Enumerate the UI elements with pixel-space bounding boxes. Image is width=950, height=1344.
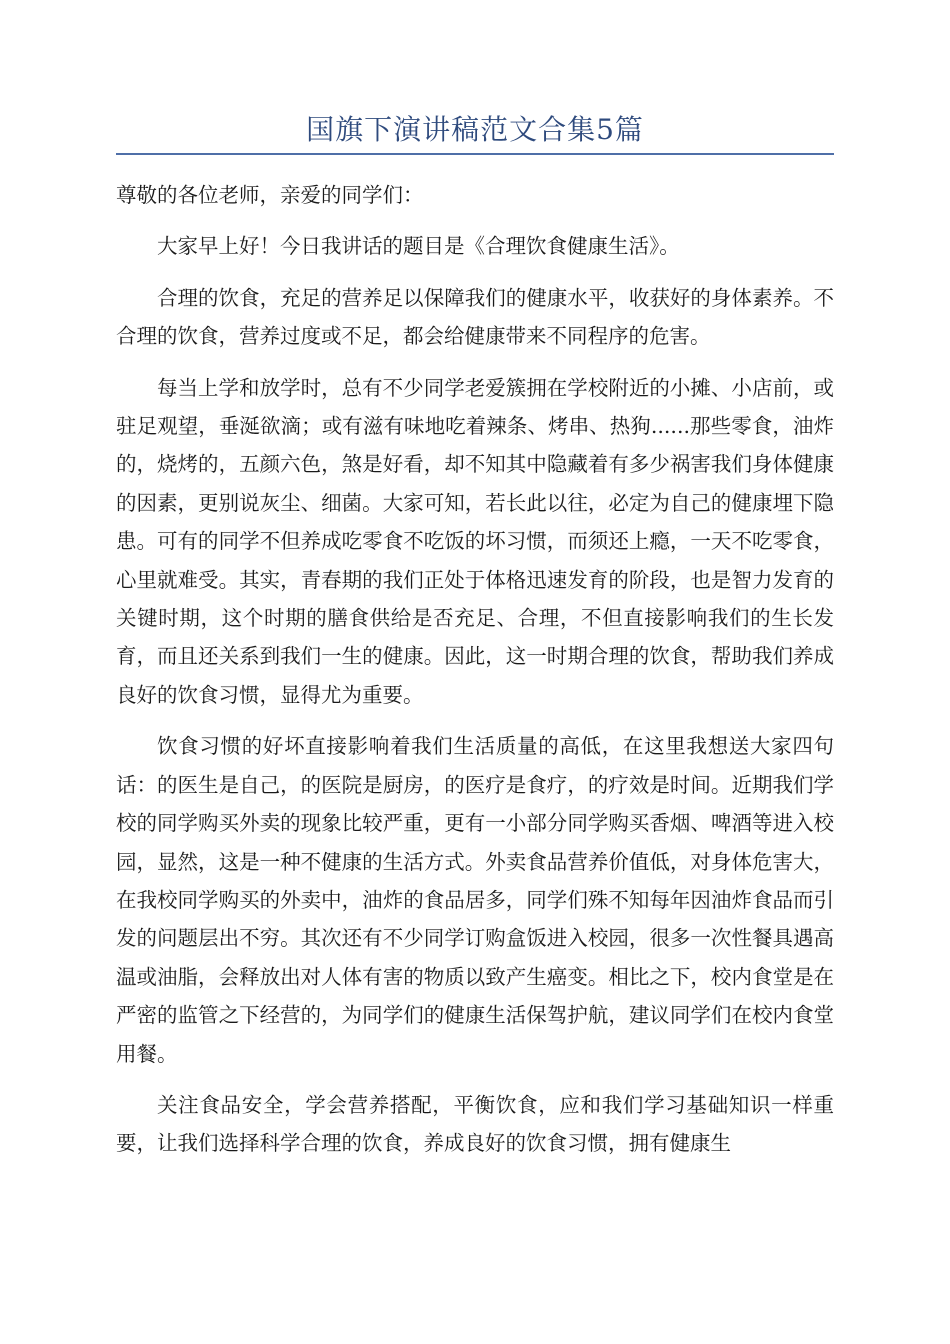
paragraph: 饮食习惯的好坏直接影响着我们生活质量的高低，在这里我想送大家四句话：的医生是自己，的医院是厨房，的医疗是食疗，的疗效是时间。近期我们学校的同学购买外卖的现象比较严重，更有一小部分同学购买香烟、啤酒等进入校园，显然，这是一种不健康的生活方式。外卖食品营养价值低，对身体危害大，在我校同学购买的外卖中，油炸的食品居多，同学们殊不知每年因油炸食品而引发的问题层出不穷。其次还有不少同学订购盒饭进入校园，很多一次性餐具遇高温或油脂，会释放出对人体有害的物质以致产生癌变。相比之下，校内食堂是在严密的监管之下经营的，为同学们的健康生活保驾护航，建议同学们在校内食堂用餐。 [116,734,834,1066]
salutation: 尊敬的各位老师，亲爱的同学们： [116,183,424,207]
title-underline [116,153,834,155]
paragraph: 关注食品安全，学会营养搭配，平衡饮食，应和我们学习基础知识一样重要，让我们选择科学合理的饮食，养成良好的饮食习惯，拥有健康生 [116,1092,834,1156]
paragraph: 合理的饮食，充足的营养足以保障我们的健康水平，收获好的身体素养。不合理的饮食，营养过度或不足，都会给健康带来不同程序的危害。 [116,285,834,349]
paragraph: 大家早上好！今日我讲话的题目是《合理饮食健康生活》。 [157,234,680,259]
document-title: 国旗下演讲稿范文合集5篇 [306,113,644,146]
document-body [116,176,834,1176]
paragraph: 每当上学和放学时，总有不少同学老爱簇拥在学校附近的小摊、小店前，或驻足观望，垂涎欲滴；或有滋有味地吃着辣条、烤串、热狗......那些零食，油炸的，烧烤的，五颜六色，煞是好看，却不知其中隐藏着有多少祸害我们身体健康的因素，更别说灰尘、细菌。大家可知，若长此以往，必定为自己的健康埋下隐患。可有的同学不但养成吃零食不吃饭的坏习惯，而须还上瘾，一天不吃零食，心里就难受。其实，青春期的我们正处于体格迅速发育的阶段，也是智力发育的关键时期，这个时期的膳食供给是否充足、合理，不但直接影响我们的生长发育，而且还关系到我们一生的健康。因此，这一时期合理的饮食，帮助我们养成良好的饮食习惯，显得尤为重要。 [116,375,834,707]
